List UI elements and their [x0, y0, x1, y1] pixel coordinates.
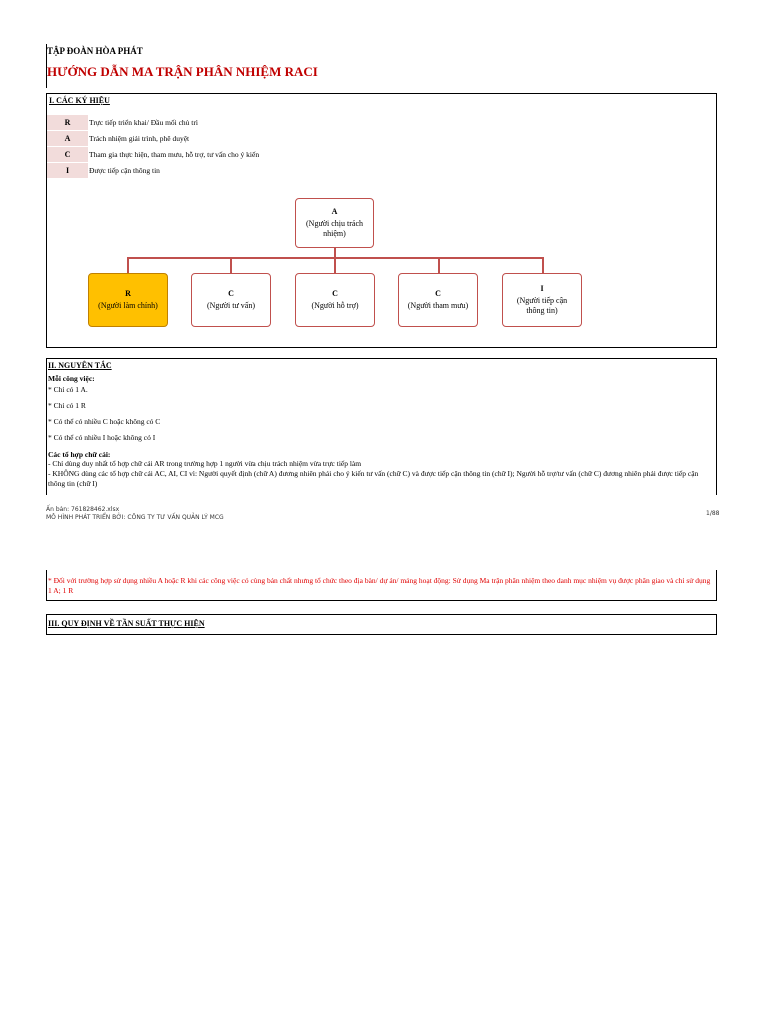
- section-principles: [46, 358, 717, 495]
- legend-text-r: Trực tiếp triển khai/ Đầu mối chủ trì: [89, 118, 198, 127]
- company-name: TẬP ĐOÀN HÒA PHÁT: [47, 46, 143, 56]
- legend-code-i: I: [47, 163, 88, 178]
- raci-node-informed: [502, 273, 582, 327]
- node-code: C: [332, 289, 338, 298]
- footer-developer: MÔ HÌNH PHÁT TRIỂN BỞI: CÔNG TY TƯ VẤN QUẢN LÝ MCG: [46, 514, 224, 521]
- node-code: R: [125, 289, 131, 298]
- rule-item: * Có thể có nhiều I hoặc không có I: [48, 433, 156, 442]
- page-title: HƯỚNG DẪN MA TRẬN PHÂN NHIỆM RACI: [47, 64, 318, 79]
- principles-subheading: Mỗi công việc:: [48, 374, 95, 383]
- node-label: (Người tiếp cận thông tin): [516, 296, 568, 315]
- rule-item: * Chỉ có 1 A.: [48, 385, 88, 394]
- node-code: C: [228, 289, 234, 298]
- raci-node-consulted: [191, 273, 271, 327]
- legend-code-a: A: [47, 131, 88, 146]
- footer-file: Ấn bản: 761828462.xlsx: [46, 506, 120, 513]
- rule-item: * Có thể có nhiều C hoặc không có C: [48, 417, 161, 426]
- connector-drop: [334, 257, 336, 273]
- connector-stem: [334, 247, 336, 257]
- connector-drop: [438, 257, 440, 273]
- combo-rule: - Chỉ dùng duy nhất tổ hợp chữ cái AR trong trường hợp 1 người vừa chịu trách nhiệm vừa trực tiếp làm: [48, 459, 362, 468]
- node-label: (Người làm chính): [98, 301, 158, 310]
- raci-node-consulted: [398, 273, 478, 327]
- legend-code-c: C: [47, 147, 88, 162]
- section-symbols: [46, 93, 717, 348]
- section-frequency-heading: III. QUY ĐỊNH VỀ TẦN SUẤT THỰC HIỆN: [48, 619, 205, 628]
- section-symbols-heading: I. CÁC KÝ HIỆU: [49, 96, 110, 105]
- note-text: * Đối với trường hợp sử dụng nhiều A hoặc R khi các công việc có cùng bản chất nhưng tổ chức theo địa bàn/ dự án/ mảng hoạt động: Sử dụng Ma trận phân nhiệm theo danh mục nhiệm vụ được phân giao và chỉ sử dụng 1 A; 1 R: [48, 576, 711, 595]
- combo-subheading: Các tổ hợp chữ cái:: [48, 450, 111, 459]
- node-code: C: [435, 289, 441, 298]
- raci-node-responsible: [88, 273, 168, 327]
- connector-drop: [542, 257, 544, 273]
- connector-drop: [230, 257, 232, 273]
- node-label: (Người chịu trách nhiệm): [306, 219, 363, 238]
- legend-code-r: R: [47, 115, 88, 130]
- node-label: (Người hỗ trợ): [311, 301, 359, 310]
- node-label: (Người tư vấn): [206, 301, 255, 310]
- legend-text-i: Được tiếp cận thông tin: [89, 166, 160, 175]
- node-code: I: [540, 284, 544, 293]
- node-code: A: [331, 207, 338, 216]
- rule-item: * Chỉ có 1 R: [48, 401, 86, 410]
- connector-drop: [127, 257, 129, 273]
- note-box: [46, 570, 717, 601]
- section-frequency: [46, 614, 717, 635]
- legend-text-a: Trách nhiệm giải trình, phê duyệt: [89, 134, 190, 143]
- section-principles-heading: II. NGUYÊN TẮC: [48, 361, 112, 370]
- raci-node-accountable: [295, 198, 374, 248]
- combo-rule: - KHÔNG dùng các tổ hợp chữ cái AC, AI, CI vì: Người quyết định (chữ A) đương nhiên phải cho ý kiến tư vấn (chữ C) và được tiếp cận thông tin (chữ I); Người hỗ trợ/tư vấn (chữ C) đương nhiên phải được tiếp cận thông tin (chữ I): [48, 469, 699, 488]
- legend-text-c: Tham gia thực hiện, tham mưu, hỗ trợ, tư vấn cho ý kiến: [89, 150, 260, 159]
- node-label: (Người tham mưu): [407, 301, 469, 310]
- raci-node-consulted: [295, 273, 375, 327]
- footer-page-number: 1/88: [706, 510, 720, 517]
